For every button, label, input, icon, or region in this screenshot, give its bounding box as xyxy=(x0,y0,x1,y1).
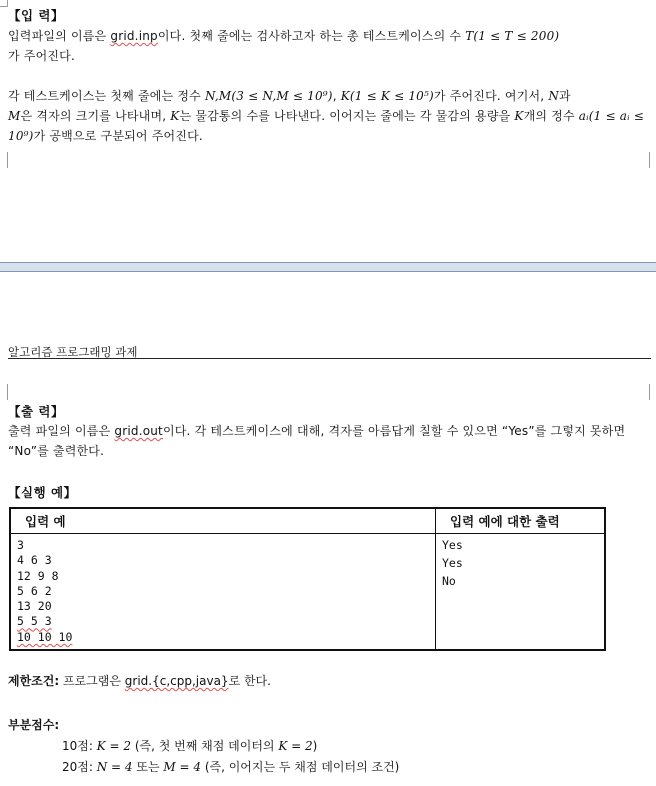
partial-item2-text-b: (즉, 이어지는 두 채점 데이터의 조건) xyxy=(201,760,400,774)
partial-item1-text-b: ) xyxy=(312,739,318,753)
example-input-cell xyxy=(10,534,436,651)
input-p2-text-a: 각 테스트케이스는 첫째 줄에는 정수 xyxy=(8,89,205,103)
page-header-title: 알고리즘 프로그래밍 과제 xyxy=(8,345,138,359)
example-output-header: 입력 예에 대한 출력 xyxy=(436,508,606,534)
output-heading: 【출 력】 xyxy=(8,404,65,419)
page2-corner-mark-left xyxy=(7,384,15,400)
input-t-range-math: T(1 ≤ T ≤ 200) xyxy=(465,29,560,43)
input-filename: grid.inp xyxy=(110,29,158,43)
example-input-line: 4 6 3 xyxy=(17,553,52,568)
output-paragraph xyxy=(8,421,650,461)
example-input-line: 12 9 8 xyxy=(17,568,59,583)
page-corner-mark-bottom-right xyxy=(642,152,650,168)
partial-item1-text-a: (즉, 첫 번째 채점 데이터의 xyxy=(131,739,279,753)
example-heading: 【실행 예】 xyxy=(8,485,77,500)
page-header-rule xyxy=(8,358,651,359)
input-p2-text-g: 개의 정수 xyxy=(523,109,579,123)
input-k-math: K xyxy=(170,109,180,123)
input-p1-text-c: 가 주어진다. xyxy=(8,49,75,63)
example-table xyxy=(9,507,606,651)
partial-item2-math-2: M = 4 xyxy=(163,760,201,774)
input-nm-range-math: N,M(3 ≤ N,M ≤ 10⁹) xyxy=(204,89,333,103)
input-p1-text-a: 입력파일의 이름은 xyxy=(8,29,111,43)
input-p1-text-b: 이다. 첫째 줄에는 검사하고자 하는 총 테스트케이스의 수 xyxy=(157,29,466,43)
partial-score-item-1 xyxy=(62,737,317,754)
input-k-range-math: K(1 ≤ K ≤ 10⁵) xyxy=(340,89,434,103)
partial-score-item-2 xyxy=(62,758,399,775)
example-output-line: No xyxy=(442,574,456,588)
input-n-math: N xyxy=(548,89,560,103)
constraints-filename: grid.{c,cpp,java} xyxy=(124,674,229,688)
constraints-line xyxy=(8,672,271,689)
input-p2-text-b: , xyxy=(332,89,341,103)
page-corner-mark-bottom-left xyxy=(7,152,15,168)
example-input-line: 5 5 3 xyxy=(17,614,52,629)
partial-item1-points: 10점: xyxy=(62,739,97,753)
partial-item1-math: K = 2 xyxy=(96,739,132,753)
partial-item2-points: 20점: xyxy=(62,760,97,774)
input-p2-text-d: 과 xyxy=(559,89,571,103)
page-corner-mark-left xyxy=(0,0,8,7)
example-output-line: Yes xyxy=(442,556,463,570)
example-input-line: 13 20 xyxy=(17,599,52,614)
input-p2-text-e: 은 격자의 크기를 나타내며, xyxy=(20,109,171,123)
partial-item2-math: N = 4 xyxy=(96,760,133,774)
example-input-header: 입력 예 xyxy=(10,508,436,534)
page-break xyxy=(0,262,656,272)
page2-corner-mark-right xyxy=(642,384,650,400)
partial-score-label: 부분점수: xyxy=(8,718,60,732)
constraints-label: 제한조건: xyxy=(8,674,60,688)
input-heading: 【입 력】 xyxy=(8,8,65,23)
example-output-cell xyxy=(436,534,606,651)
input-paragraph-1 xyxy=(8,26,650,66)
constraints-text-b: 로 한다. xyxy=(228,674,271,688)
input-p2-text-f: 는 물감통의 수를 나타낸다. 이어지는 줄에는 각 물감의 용량을 xyxy=(179,109,515,123)
example-input-line: 3 xyxy=(17,538,24,552)
input-a-range-math: aᵢ(1 ≤ aᵢ ≤ 10⁹) xyxy=(8,109,645,143)
input-p2-text-h: 가 공백으로 구분되어 주어진다. xyxy=(33,129,203,143)
input-p2-text-c: 가 주어진다. 여기서, xyxy=(433,89,549,103)
input-paragraph-2 xyxy=(8,86,650,146)
partial-item1-math-2: K = 2 xyxy=(278,739,313,753)
input-k-count-math: K xyxy=(514,109,524,123)
example-input-line: 10 10 10 xyxy=(17,629,73,644)
example-output-line: Yes xyxy=(442,538,463,552)
example-input-line: 5 6 2 xyxy=(17,583,52,598)
input-m-math: M xyxy=(8,109,21,123)
constraints-text-a: 프로그램은 xyxy=(59,674,125,688)
partial-item2-text-a: 또는 xyxy=(132,760,164,774)
output-filename: grid.out xyxy=(114,424,163,438)
output-text-a: 출력 파일의 이름은 xyxy=(8,424,115,438)
output-text-b: 이다. 각 테스트케이스에 대해, 격자를 아름답게 칠할 수 있으면 “Yes”를 그렇지 못하면 “No”를 출력한다. xyxy=(8,424,626,458)
